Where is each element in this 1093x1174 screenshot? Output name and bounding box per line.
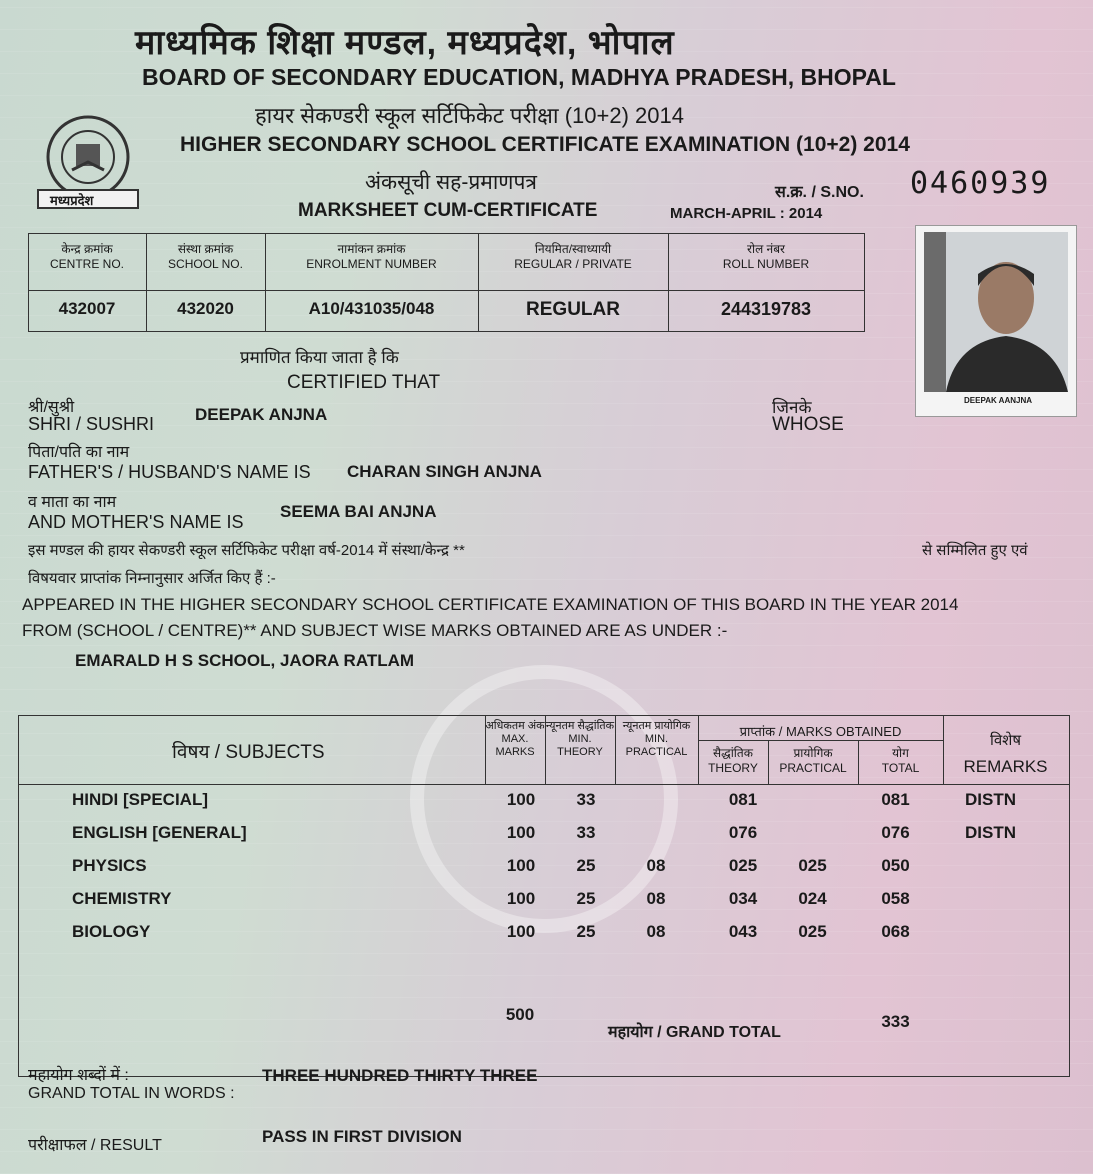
cell-pr: 025 [798,922,827,941]
student-photo [915,225,1077,417]
cell-th: 034 [728,889,758,908]
words-value: THREE HUNDRED THIRTY THREE [262,1066,538,1085]
max-marks-header: अधिकतम अंक MAX. MARKS [485,720,545,758]
words-english: GRAND TOTAL IN WORDS : [28,1085,235,1102]
school-no-value: 432020 [177,299,234,318]
mother-name: SEEMA BAI ANJNA [280,502,437,521]
exam-title-hindi: हायर सेकण्डरी स्कूल सर्टिफिकेट परीक्षा (10+2) 2014 [255,103,684,128]
appeared-english-1: APPEARED IN THE HIGHER SECONDARY SCHOOL CERTIFICATE EXAMINATION OF THIS BOARD IN THE YEAR 2014 [22,595,959,614]
cell-max: 100 [506,922,536,941]
certify-english: CERTIFIED THAT [287,372,441,393]
mother-english: AND MOTHER'S NAME IS [28,512,244,532]
seal-text: मध्यप्रदेश [50,193,94,208]
father-english: FATHER'S / HUSBAND'S NAME IS [28,462,311,482]
appeared-english-2: FROM (SCHOOL / CENTRE)** AND SUBJECT WISE MARKS OBTAINED ARE AS UNDER :- [22,621,728,640]
school-name: EMARALD H S SCHOOL, JAORA RATLAM [75,651,415,670]
regular-private-value: REGULAR [526,299,620,320]
cell-th: 076 [728,823,758,842]
father-name: CHARAN SINGH ANJNA [347,462,542,481]
cell-total: 081 [881,790,910,809]
sno-label: स.क्र. / S.NO. [775,184,864,201]
whose-hindi: जिनके [772,398,812,417]
cell-subject: ENGLISH [GENERAL] [72,823,247,842]
subjects-header: विषय / SUBJECTS [172,742,325,763]
sno-value: 0460939 [910,166,1051,201]
mother-hindi: व माता का नाम [28,494,117,511]
result-label: परीक्षाफल / RESULT [28,1137,162,1154]
cell-max: 100 [506,790,536,809]
cell-total: 050 [881,856,910,875]
cell-min-th: 25 [576,889,596,908]
cell-min-th: 33 [576,823,596,842]
cell-th: 025 [728,856,758,875]
grand-total-label: महायोग / GRAND TOTAL [608,1024,781,1041]
appeared-hindi-1: इस मण्डल की हायर सेकण्डरी स्कूल सर्टिफिकेट परीक्षा वर्ष-2014 में संस्था/केन्द्र ** [28,542,465,559]
cell-max: 100 [506,889,536,908]
min-theory-header: न्यूनतम सैद्धांतिक MIN. THEORY [545,720,615,758]
roll-number-value: 244319783 [720,299,812,319]
cell-subject: PHYSICS [72,856,147,875]
grand-total-value: 333 [881,1012,910,1031]
appeared-hindi-2: विषयवार प्राप्तांक निम्नानुसार अर्जित किए हैं :- [28,570,276,587]
board-title-english: BOARD OF SECONDARY EDUCATION, MADHYA PRADESH, BHOPAL [142,64,896,90]
enrolment-value: A10/431035/048 [308,299,435,318]
doc-title-hindi: अंकसूची सह-प्रमाणपत्र [365,171,537,194]
practical-header: प्रायोगिक PRACTICAL [779,746,847,775]
certify-hindi: प्रमाणित किया जाता है कि [240,348,399,367]
theory-header: सैद्धांतिक THEORY [708,746,758,775]
board-title-hindi: माध्यमिक शिक्षा मण्डल, मध्यप्रदेश, भोपाल [135,24,675,62]
whose-english: WHOSE [772,414,844,435]
session: MARCH-APRIL : 2014 [670,205,823,222]
shri-english: SHRI / SUSHRI [28,414,155,434]
cell-total: 058 [881,889,910,908]
school-no-header: संस्था क्रमांक SCHOOL NO. [168,242,243,271]
photo-caption: DEEPAK AANJNA [964,396,1033,405]
cell-subject: CHEMISTRY [72,889,172,908]
max-total: 500 [505,1005,535,1024]
cell-pr: 024 [798,889,827,908]
result-value: PASS IN FIRST DIVISION [262,1127,462,1146]
centre-no-header: केन्द्र क्रमांक CENTRE NO. [49,242,124,271]
marks-obtained-header: प्राप्तांक / MARKS OBTAINED [739,724,902,739]
cell-total: 068 [881,922,910,941]
cell-total: 076 [881,823,910,842]
father-hindi: पिता/पति का नाम [28,444,130,461]
cell-th: 043 [728,922,758,941]
cell-max: 100 [506,823,536,842]
student-name: DEEPAK ANJNA [195,405,328,424]
cell-remark: DISTN [965,823,1016,842]
cell-subject: HINDI [SPECIAL] [72,790,208,809]
words-hindi: महायोग शब्दों में : [28,1067,129,1084]
exam-title-english: HIGHER SECONDARY SCHOOL CERTIFICATE EXAMINATION (10+2) 2014 [180,133,910,156]
cell-th: 081 [728,790,758,809]
cell-min-pr: 08 [646,856,666,875]
roll-number-header: रोल नंबर ROLL NUMBER [722,242,810,271]
appeared-hindi-right: से सम्मिलित हुए एवं [922,542,1028,559]
total-header: योग TOTAL [881,746,920,775]
enrolment-header: नामांकन क्रमांक ENROLMENT NUMBER [306,242,437,271]
board-seal-logo [28,112,148,212]
min-practical-header: न्यूनतम प्रायोगिक MIN. PRACTICAL [622,720,691,758]
cell-min-th: 25 [576,922,596,941]
shri-hindi: श्री/सुश्री [28,399,75,416]
cell-min-pr: 08 [646,922,666,941]
remarks-header: विशेष REMARKS [963,732,1048,776]
cell-min-th: 25 [576,856,596,875]
centre-no-value: 432007 [58,299,116,318]
doc-title-english: MARKSHEET CUM-CERTIFICATE [298,200,598,221]
cell-min-th: 33 [576,790,596,809]
cell-min-pr: 08 [646,889,666,908]
cell-pr: 025 [798,856,827,875]
cell-subject: BIOLOGY [72,922,151,941]
cell-remark: DISTN [965,790,1016,809]
regular-private-header: नियमित/स्वाध्यायी REGULAR / PRIVATE [514,242,632,271]
cell-max: 100 [506,856,536,875]
